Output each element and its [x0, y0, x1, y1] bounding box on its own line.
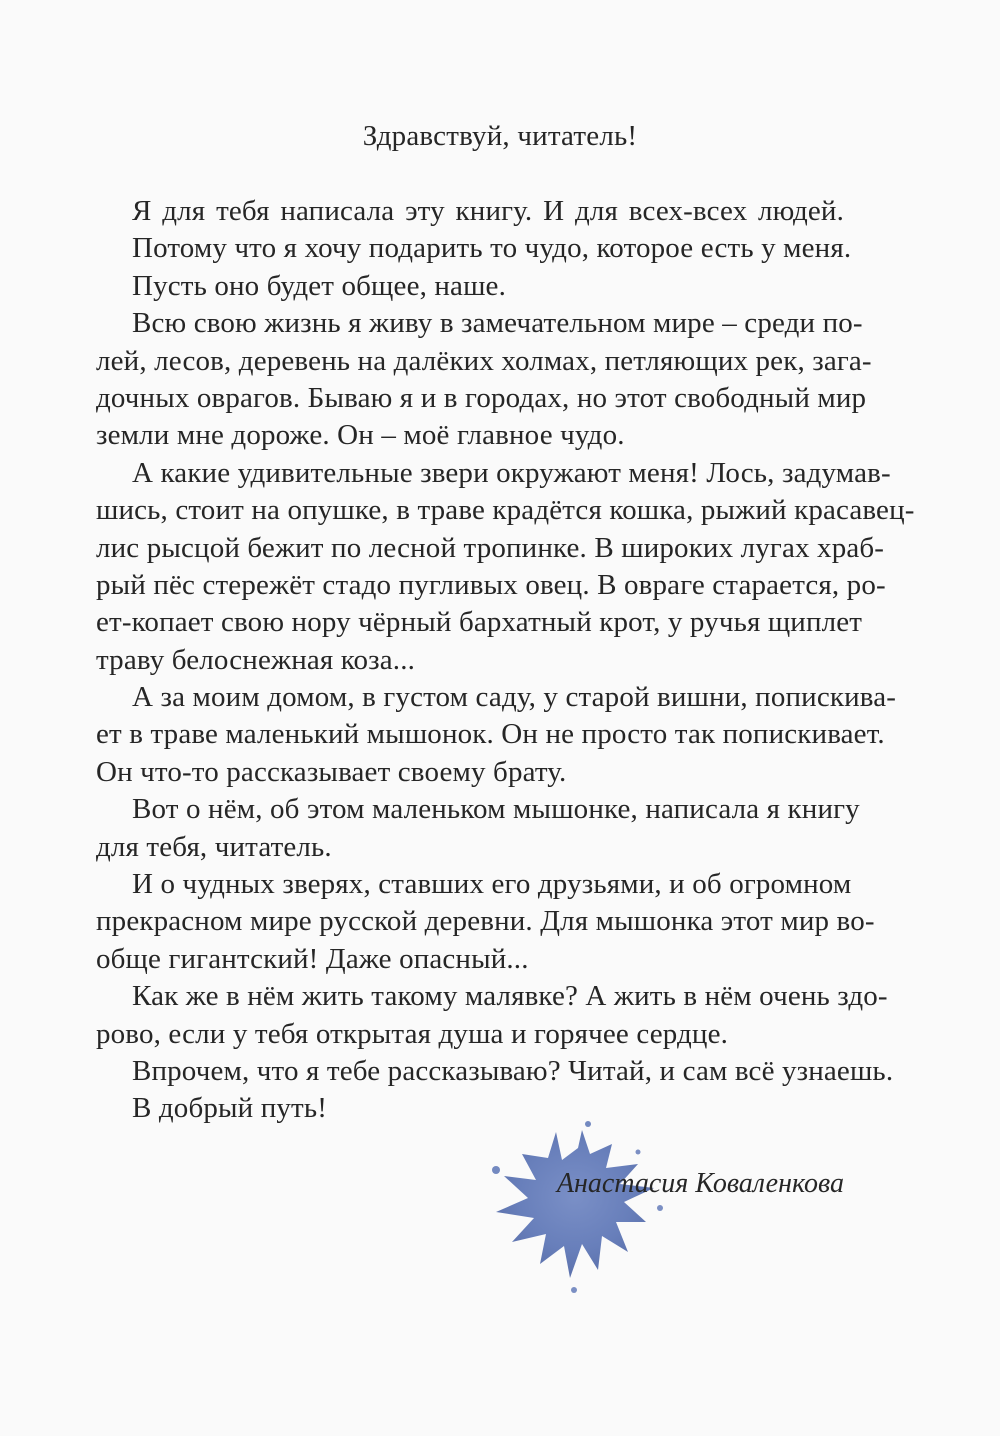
text-line: дочных оврагов. Бываю я и в городах, но этот свободный мир — [96, 381, 867, 414]
text-line: ет в траве маленький мышонок. Он не просто так попискивает. — [96, 718, 885, 751]
ink-drop — [657, 1205, 663, 1211]
text-line: лис рысцой бежит по лесной тропинке. В широких лугах храб- — [96, 531, 885, 564]
ink-drop — [636, 1150, 641, 1155]
text-line: Потому что я хочу подарить то чудо, которое есть у меня. — [132, 232, 852, 265]
ink-drop — [492, 1166, 500, 1174]
greeting-heading: Здравствуй, читатель! — [362, 120, 638, 152]
text-line: Всю свою жизнь я живу в замечательном мире – среди по- — [132, 307, 863, 340]
text-line: обще гигантский! Даже опасный... — [96, 942, 529, 975]
text-line: И о чудных зверях, ставших его друзьями, и об огромном — [132, 868, 852, 901]
text-line: шись, стоит на опушке, в траве крадётся кошка, рыжий красавец- — [96, 494, 915, 527]
ink-blot-decoration — [478, 1118, 678, 1298]
text-line: Впрочем, что я тебе рассказываю? Читай, и сам всё узнаешь. — [132, 1054, 894, 1087]
text-line: прекрасном мире русской деревни. Для мышонка этот мир во- — [96, 905, 875, 938]
text-line: ет-копает свою нору чёрный бархатный крот, у ручья щиплет — [96, 606, 863, 639]
foreword-text — [96, 193, 915, 1128]
text-line: Как же в нём жить такому малявке? А жить в нём очень здо- — [132, 980, 888, 1013]
text-line: рый пёс стережёт стадо пугливых овец. В овраге старается, ро- — [96, 568, 886, 601]
author-signature: Анастасия Коваленкова — [556, 1168, 844, 1199]
text-line: лей, лесов, деревень на далёких холмах, петляющих рек, зага- — [96, 344, 872, 377]
ink-drop — [585, 1121, 591, 1127]
text-line: Пусть оно будет общее, наше. — [132, 269, 506, 302]
text-line: Он что-то рассказывает своему брату. — [96, 755, 567, 788]
text-line: рово, если у тебя открытая душа и горячее сердце. — [96, 1017, 728, 1050]
text-line: В добрый путь! — [132, 1092, 328, 1125]
text-line: А какие удивительные звери окружают меня! Лось, задумав- — [132, 456, 891, 489]
text-line: А за моим домом, в густом саду, у старой вишни, попискива- — [132, 681, 897, 714]
ink-blot-shape — [496, 1130, 654, 1278]
text-line: Вот о нём, об этом маленьком мышонке, написала я книгу — [132, 793, 860, 826]
text-line: траву белоснежная коза... — [96, 643, 416, 676]
text-line: для тебя, читатель. — [96, 830, 332, 863]
text-line: земли мне дороже. Он – моё главное чудо. — [96, 419, 625, 452]
ink-drop — [571, 1287, 577, 1293]
text-line: Я для тебя написала эту книгу. И для всех-всех людей. — [132, 195, 844, 227]
